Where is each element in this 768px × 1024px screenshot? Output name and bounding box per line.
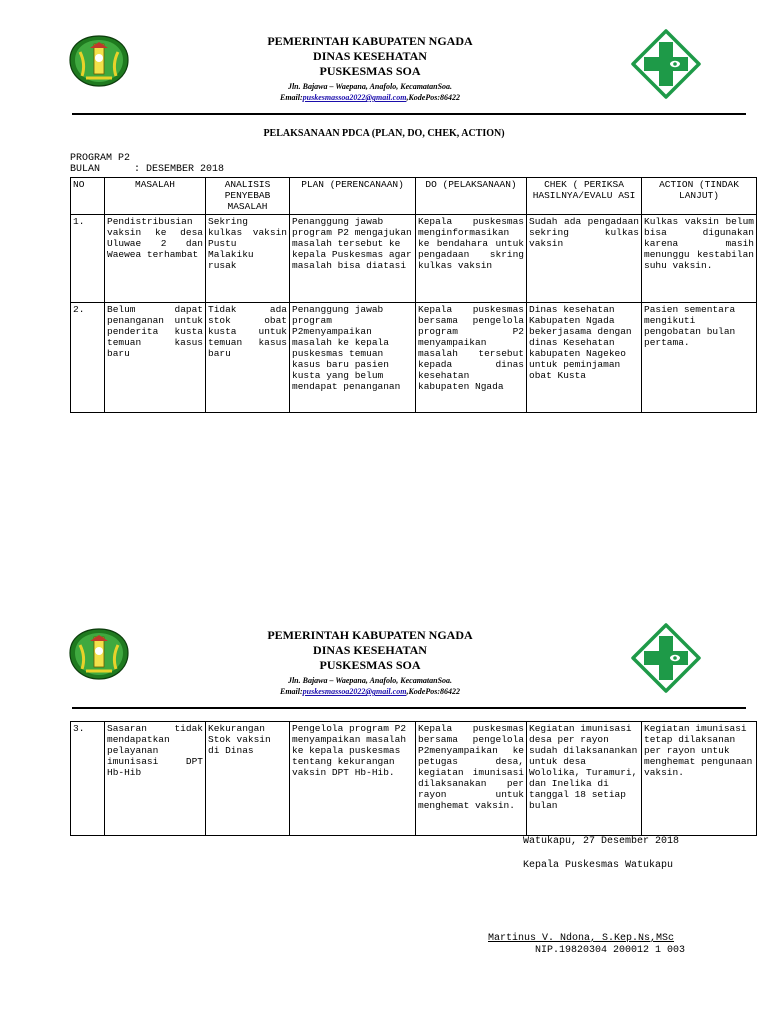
cell-masalah: Pendistribusian vaksin ke desa Uluwae 2 dan Waewea terhambat [105,215,206,303]
cell-plan: Penanggung jawab program P2 mengajukan masalah tersebut ke kepala Puskesmas agar masalah bisa diatasi [290,215,416,303]
email-link[interactable]: puskesmassoa2022@gmail.com [302,93,407,102]
cell-no: 2. [71,303,105,413]
cell-plan: Penanggung jawab program P2menyampaikan masalah ke kepala puskesmas temuan kasus baru pasien kusta yang belum mendapat penanganan [290,303,416,413]
pdca-table [70,177,757,413]
cell-chek: Kegiatan imunisasi desa per rayon sudah dilaksanankan untuk desa Wololika, Turamuri, dan Inelika di tanggal 18 setiap bulan [527,722,642,836]
bulan-label: BULAN [70,164,101,175]
cell-analisis: Sekring kulkas vaksin Pustu Malakiku rusak [206,215,290,303]
pdca-table-continued [70,721,757,836]
letterhead-line2: DINAS KESEHATAN [313,49,427,63]
cell-no: 1. [71,215,105,303]
letterhead-contact [200,686,540,697]
bulan-value: : DESEMBER 2018 [134,164,225,175]
letterhead-address: Jln. Bajawa – Waepana, Anafolo, KecamatanSoa. [287,82,453,91]
postal-code: ,KodePos:86422 [406,93,460,102]
letterhead-line1: PEMERINTAH KABUPATEN NGADA [267,34,473,48]
header-action: ACTION (TINDAK LANJUT) [642,178,757,215]
letterhead-address: Jln. Bajawa – Waepana, Anafolo, KecamatanSoa. [287,676,453,685]
table-header-row [71,178,757,215]
header-analisis: ANALISIS PENYEBAB MASALAH [206,178,290,215]
document-title: PELAKSANAAN PDCA (PLAN, DO, CHEK, ACTION) [263,128,505,139]
cell-masalah: Sasaran tidak mendapatkan pelayanan imunisasi DPT Hb-Hib [105,722,206,836]
bulan-line [70,164,224,175]
header-masalah: MASALAH [105,178,206,215]
cell-no: 3. [71,722,105,836]
puskesmas-cross-logo-icon [630,622,702,694]
cell-do: Kepala puskesmas bersama pengelola program P2 menyampaikan masalah tersebut kepada dinas kesehatan kabupaten Ngada [416,303,527,413]
letterhead-line3: PUSKESMAS SOA [319,658,421,672]
cell-masalah: Belum dapat penanganan untuk penderita kusta temuan kasus baru [105,303,206,413]
signature-place-date: Watukapu, 27 Desember 2018 [523,836,680,847]
puskesmas-cross-logo-icon [630,28,702,100]
header-chek: CHEK ( PERIKSA HASILNYA/EVALU ASI [527,178,642,215]
letterhead-line2: DINAS KESEHATAN [313,643,427,657]
cell-chek: Sudah ada pengadaan sekring kulkas vaksin [527,215,642,303]
cell-plan: Pengelola program P2 menyampaikan masalah ke kepala puskesmas tentang kekurangan vaksin DPT Hb-Hib. [290,722,416,836]
letterhead-divider [72,113,746,115]
postal-code: ,KodePos:86422 [406,687,460,696]
cell-analisis: Kekurangan Stok vaksin di Dinas [206,722,290,836]
cell-action: Pasien sementara mengikuti pengobatan bulan pertama. [642,303,757,413]
table-row [71,722,757,836]
ngada-regency-logo-icon [68,34,130,88]
letterhead-contact [200,92,540,103]
ngada-regency-logo-icon [68,627,130,681]
email-link[interactable]: puskesmassoa2022@gmail.com [302,687,407,696]
email-prefix: Email: [279,687,303,696]
cell-chek: Dinas kesehatan Kabupaten Ngada bekerjasama dengan dinas Kesehatan kabupaten Nagekeo untuk peminjaman obat Kusta [527,303,642,413]
signature-name: Martinus V. Ndona, S.Kep.Ns,MSc [488,933,675,944]
cell-action: Kulkas vaksin belum bisa digunakan karena masih menunggu kestabilan suhu vaksin. [642,215,757,303]
cell-do: Kepala puskesmas menginformasikan ke bendahara untuk pengadaan skring kulkas vaksin [416,215,527,303]
letterhead-divider [72,707,746,709]
table-row [71,215,757,303]
letterhead [200,628,540,697]
header-plan: PLAN (PERENCANAAN) [290,178,416,215]
cell-do: Kepala puskesmas bersama pengelola P2menyampaikan ke petugas desa, kegiatan imunisasi dilaksanakan per rayon untuk menghemat vaksin. [416,722,527,836]
email-prefix: Email: [279,93,303,102]
letterhead-line3: PUSKESMAS SOA [319,64,421,78]
signature-nip: NIP.19820304 200012 1 003 [535,945,686,956]
cell-analisis: Tidak ada stok obat kusta untuk temuan kasus baru [206,303,290,413]
signature-role: Kepala Puskesmas Watukapu [523,860,674,871]
cell-action: Kegiatan imunisasi tetap dilaksanan per rayon untuk menghemat pengunaan vaksin. [642,722,757,836]
table-row [71,303,757,413]
letterhead [200,34,540,103]
header-no: NO [71,178,105,215]
program-label: PROGRAM P2 [70,153,131,164]
letterhead-line1: PEMERINTAH KABUPATEN NGADA [267,628,473,642]
header-do: DO (PELAKSANAAN) [416,178,527,215]
